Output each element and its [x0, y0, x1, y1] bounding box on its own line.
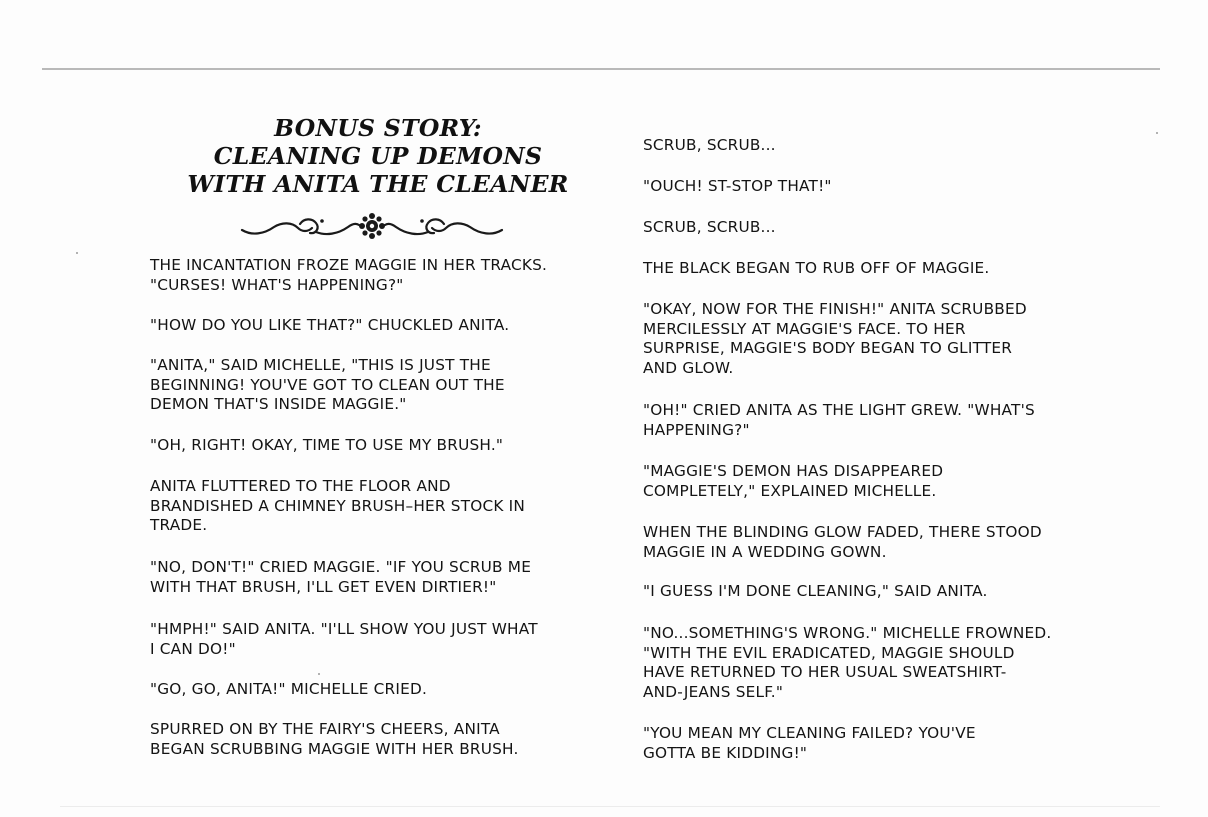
text-line: "OH!" CRIED ANITA AS THE LIGHT GREW. "WHAT'S	[643, 401, 1035, 419]
text-line: WITH THAT BRUSH, I'LL GET EVEN DIRTIER!"	[150, 577, 497, 596]
title-line-2: CLEANING UP DEMONS	[213, 142, 543, 170]
text-line: "WITH THE EVIL ERADICATED, MAGGIE SHOULD	[643, 643, 1015, 662]
left-paragraph-4	[150, 436, 503, 456]
right-paragraph-1	[643, 136, 776, 156]
text-line: AND GLOW.	[643, 358, 734, 377]
text-line: SURPRISE, MAGGIE'S BODY BEGAN TO GLITTER	[643, 339, 1013, 358]
bottom-rule	[60, 806, 1160, 807]
text-line: SCRUB, SCRUB...	[643, 218, 776, 236]
right-paragraph-11	[643, 724, 976, 763]
text-line: SCRUB, SCRUB...	[643, 136, 776, 154]
paper-speck	[318, 673, 320, 675]
text-line: GOTTA BE KIDDING!"	[643, 743, 808, 762]
text-line: "ANITA," SAID MICHELLE, "THIS IS JUST THE	[150, 356, 491, 374]
left-paragraph-8	[150, 680, 427, 700]
text-line: THE BLACK BEGAN TO RUB OFF OF MAGGIE.	[643, 259, 990, 277]
text-line: "OUCH! ST-STOP THAT!"	[643, 177, 832, 195]
left-paragraph-3	[150, 356, 505, 415]
text-line: "HOW DO YOU LIKE THAT?" CHUCKLED ANITA.	[150, 316, 510, 334]
story-title	[178, 114, 578, 198]
right-paragraph-10	[643, 624, 1051, 702]
text-line: "HMPH!" SAID ANITA. "I'LL SHOW YOU JUST WHAT	[150, 620, 538, 638]
right-paragraph-6	[643, 401, 1035, 440]
text-line: THE INCANTATION FROZE MAGGIE IN HER TRACKS.	[150, 256, 548, 274]
right-paragraph-7	[643, 462, 943, 501]
text-line: "OH, RIGHT! OKAY, TIME TO USE MY BRUSH."	[150, 436, 504, 454]
text-line: HAPPENING?"	[643, 420, 750, 439]
right-paragraph-2	[643, 177, 832, 197]
text-line: HAVE RETURNED TO HER USUAL SWEATSHIRT-	[643, 663, 1007, 682]
text-line: I CAN DO!"	[150, 639, 236, 658]
text-line: DEMON THAT'S INSIDE MAGGIE."	[150, 395, 407, 414]
top-rule	[42, 68, 1160, 70]
left-paragraph-5	[150, 477, 525, 536]
text-line: BRANDISHED A CHIMNEY BRUSH–HER STOCK IN	[150, 496, 526, 515]
right-paragraph-8	[643, 523, 1042, 562]
right-paragraph-3	[643, 218, 776, 238]
text-line: SPURRED ON BY THE FAIRY'S CHEERS, ANITA	[150, 720, 500, 738]
paper-speck	[1156, 132, 1158, 134]
text-line: "I GUESS I'M DONE CLEANING," SAID ANITA.	[643, 582, 988, 600]
text-line: "CURSES! WHAT'S HAPPENING?"	[150, 275, 404, 294]
right-paragraph-5	[643, 300, 1027, 378]
left-paragraph-2	[150, 316, 509, 336]
title-line-3: WITH ANITA THE CLEANER	[187, 170, 569, 198]
text-line: AND-JEANS SELF."	[643, 682, 784, 701]
left-paragraph-6	[150, 558, 531, 597]
left-paragraph-1	[150, 256, 547, 295]
right-paragraph-9	[643, 582, 988, 602]
flourish-divider-icon	[238, 210, 506, 244]
left-paragraph-7	[150, 620, 538, 659]
text-line: "NO, DON'T!" CRIED MAGGIE. "IF YOU SCRUB ME	[150, 558, 532, 576]
text-line: "OKAY, NOW FOR THE FINISH!" ANITA SCRUBBED	[643, 300, 1027, 318]
text-line: ANITA FLUTTERED TO THE FLOOR AND	[150, 477, 451, 495]
right-paragraph-4	[643, 259, 989, 279]
left-paragraph-9	[150, 720, 519, 759]
text-line: WHEN THE BLINDING GLOW FADED, THERE STOOD	[643, 523, 1042, 541]
text-line: MERCILESSLY AT MAGGIE'S FACE. TO HER	[643, 319, 966, 338]
text-line: "GO, GO, ANITA!" MICHELLE CRIED.	[150, 680, 428, 698]
text-line: TRADE.	[150, 516, 208, 535]
text-line: COMPLETELY," EXPLAINED MICHELLE.	[643, 481, 937, 500]
text-line: BEGAN SCRUBBING MAGGIE WITH HER BRUSH.	[150, 739, 519, 758]
text-line: BEGINNING! YOU'VE GOT TO CLEAN OUT THE	[150, 375, 505, 394]
title-line-1: BONUS STORY:	[274, 114, 482, 142]
text-line: "MAGGIE'S DEMON HAS DISAPPEARED	[643, 462, 944, 480]
paper-speck	[76, 252, 78, 254]
text-line: "NO...SOMETHING'S WRONG." MICHELLE FROWNED.	[643, 624, 1052, 642]
text-line: MAGGIE IN A WEDDING GOWN.	[643, 542, 887, 561]
text-line: "YOU MEAN MY CLEANING FAILED? YOU'VE	[643, 724, 976, 742]
